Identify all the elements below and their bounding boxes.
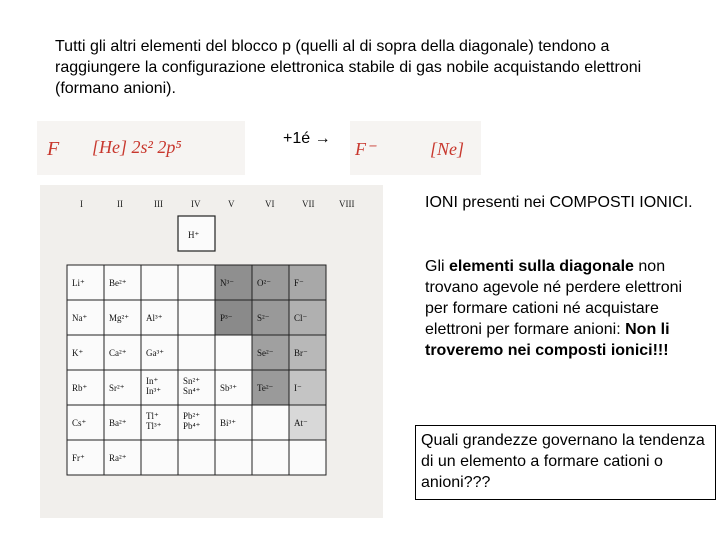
handwritten-neon-config: [Ne] [430, 139, 465, 159]
cell-label-hydrogen: H⁺ [188, 230, 200, 240]
group-header-1: I [80, 199, 83, 209]
group-header-4: IV [191, 199, 201, 209]
intro-paragraph: Tutti gli altri elementi del blocco p (quelli al di sopra della diagonale) tendono a raggiungere la configurazione elettronica stabile di gas nobile acquistando elettroni (formano anioni). [55, 38, 642, 97]
periodic-table-ions [40, 185, 383, 518]
diagonal-bold-2: Non li troveremo nei composti ionici!!! [425, 321, 670, 359]
cell-label-r5-c4-2: Pb⁴⁺ [183, 421, 201, 431]
cell-label-r3-c3: Ga³⁺ [146, 348, 164, 358]
group-header-5: V [228, 199, 235, 209]
table-cell-r6-c4 [178, 440, 215, 475]
handwritten-fluorine-config [37, 121, 245, 175]
diagonal-paragraph [425, 256, 700, 361]
periodic-table-svg [40, 185, 383, 518]
handwritten-f-symbol: F [47, 138, 60, 160]
cell-label-r4-c6: Te²⁻ [257, 383, 274, 393]
group-header-7: VII [302, 199, 315, 209]
handwritten-fluoride-config [350, 121, 481, 175]
cell-label-r2-c2: Mg²⁺ [109, 313, 129, 323]
diagonal-bold-1: elementi sulla diagonale [449, 258, 634, 275]
group-header-2: II [117, 199, 123, 209]
cell-label-r5-c3-1: Tl⁺ [146, 411, 159, 421]
question-box: Quali grandezze governano la tendenza di un elemento a formare cationi o anioni??? [415, 425, 716, 500]
table-cell-r6-c6 [252, 440, 289, 475]
cell-label-r1-c6: O²⁻ [257, 278, 271, 288]
cell-label-r3-c7: Br⁻ [294, 348, 308, 358]
table-cell-r3-c4 [178, 335, 215, 370]
cell-label-r3-c1: K⁺ [72, 348, 84, 358]
cell-label-r4-c7: I⁻ [294, 383, 302, 393]
table-cell-r6-c5 [215, 440, 252, 475]
cell-label-r2-c6: S²⁻ [257, 313, 270, 323]
cell-label-r2-c5: P³⁻ [220, 313, 233, 323]
cell-label-r2-c7: Cl⁻ [294, 313, 308, 323]
table-cell-r5-c6 [252, 405, 289, 440]
cell-label-r3-c2: Ca²⁺ [109, 348, 127, 358]
cell-label-r4-c4-1: Sn²⁺ [183, 376, 200, 386]
reaction-arrow-label: +1é → [283, 130, 331, 147]
table-cell-r3-c5 [215, 335, 252, 370]
diagonal-part-1: Gli [425, 258, 449, 275]
handwritten-fluoride-ion: F⁻ [355, 139, 376, 159]
ioni-text: IONI presenti nei COMPOSTI IONICI. [425, 194, 693, 211]
cell-label-r2-c3: Al³⁺ [146, 313, 163, 323]
cell-label-r4-c3-1: In⁺ [146, 376, 159, 386]
diagonal-part-2: non trovano agevole né perdere elettroni per formare cationi né acquistare elettroni per formare anioni: [425, 258, 683, 338]
cell-label-r5-c1: Cs⁺ [72, 418, 87, 428]
group-header-8: VIII [339, 199, 355, 209]
cell-label-r4-c5: Sb³⁺ [220, 383, 237, 393]
cell-label-r4-c4-2: Sn⁴⁺ [183, 386, 201, 396]
cell-label-r6-c1: Fr⁺ [72, 453, 85, 463]
handwritten-f-config: [He] 2s² 2p⁵ [92, 137, 182, 157]
table-cell-r1-c3 [141, 265, 178, 300]
cell-label-r3-c6: Se²⁻ [257, 348, 274, 358]
cell-label-r5-c7: At⁻ [294, 418, 308, 428]
table-cell-r6-c7 [289, 440, 326, 475]
table-cell-r1-c4 [178, 265, 215, 300]
cell-label-r4-c1: Rb⁺ [72, 383, 88, 393]
cell-label-r1-c1: Li⁺ [72, 278, 85, 288]
cell-label-r5-c3-2: Tl³⁺ [146, 421, 162, 431]
cell-label-r2-c1: Na⁺ [72, 313, 88, 323]
cell-label-r5-c2: Ba²⁺ [109, 418, 127, 428]
cell-label-r1-c7: F⁻ [294, 278, 304, 288]
table-cell-r6-c3 [141, 440, 178, 475]
cell-label-r5-c4-1: Pb²⁺ [183, 411, 200, 421]
group-header-3: III [154, 199, 163, 209]
cell-label-r5-c5: Bi³⁺ [220, 418, 236, 428]
cell-label-r4-c2: Sr²⁺ [109, 383, 125, 393]
cell-label-r4-c3-2: In³⁺ [146, 386, 161, 396]
table-cell-r2-c4 [178, 300, 215, 335]
group-header-6: VI [265, 199, 275, 209]
cell-label-r6-c2: Ra²⁺ [109, 453, 127, 463]
cell-label-r1-c2: Be²⁺ [109, 278, 127, 288]
cell-label-r1-c5: N³⁻ [220, 278, 234, 288]
